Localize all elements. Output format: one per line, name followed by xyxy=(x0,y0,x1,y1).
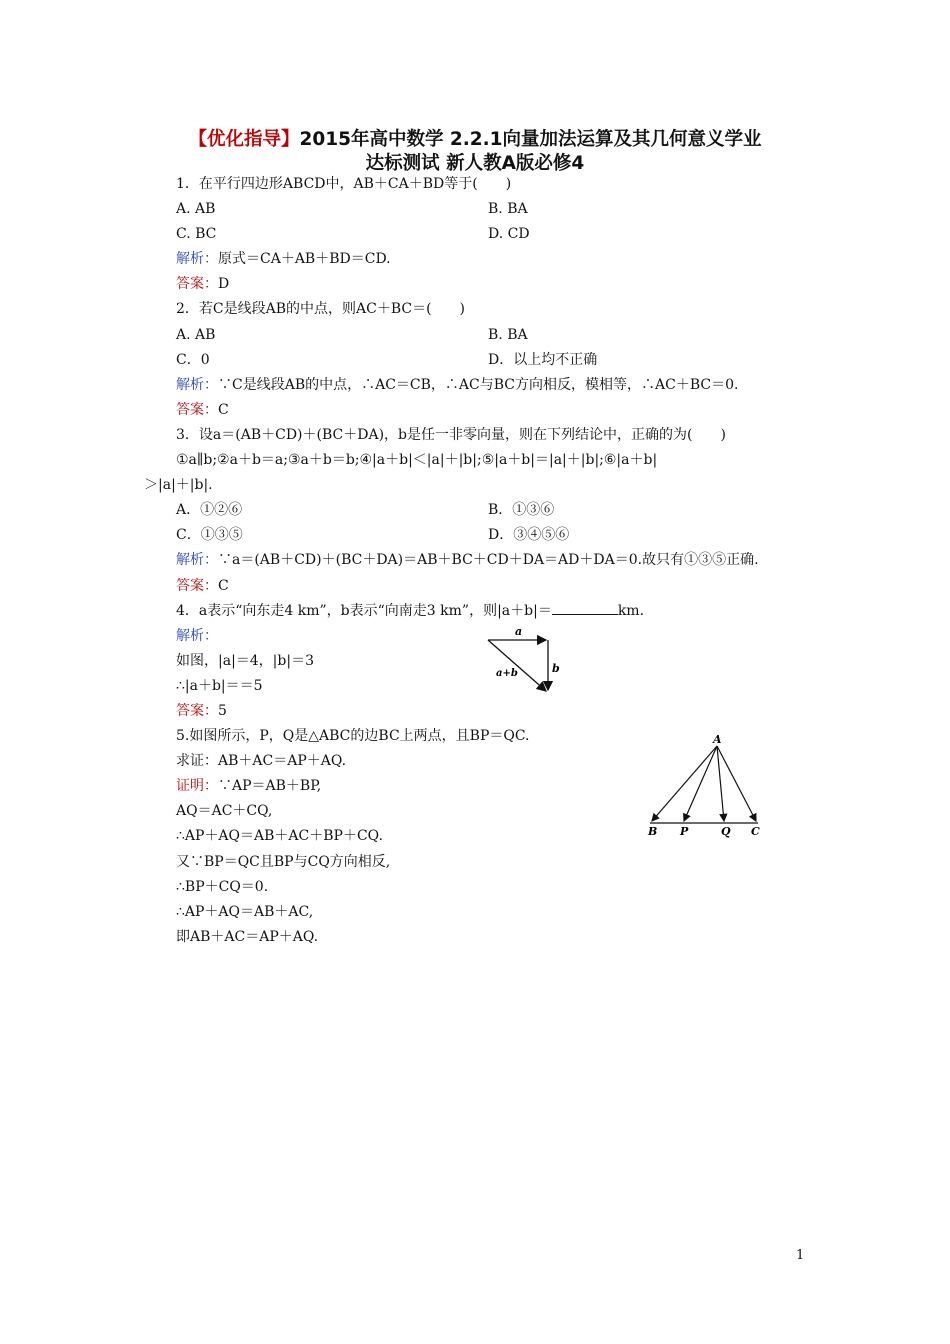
q3-analysis: 解析：∵a＝(AB＋CD)＋(BC＋DA)＝AB＋BC＋CD＋DA＝AD＋DA＝0.故只有①③⑤正确. xyxy=(176,552,759,569)
page-number: 1 xyxy=(796,1248,805,1263)
title-bracket: 【优化指导】 xyxy=(188,129,300,150)
q2-option-b: B. BA xyxy=(488,326,528,343)
q4-line-1: 如图，|a|＝4，|b|＝3 xyxy=(176,652,314,669)
q4-answer-label: 答案： xyxy=(176,702,218,719)
q3-option-d: D．③④⑤⑥ xyxy=(488,527,570,544)
q1-option-b: B. BA xyxy=(488,201,528,218)
label-a: a xyxy=(515,625,523,638)
q5-proof-4: 又∵BP＝QC且BP与CQ方向相反, xyxy=(176,853,391,870)
q2-answer-label: 答案： xyxy=(176,401,218,418)
title-line-1: 【优化指导】2015年高中数学 2.2.1向量加法运算及其几何意义学业 xyxy=(188,129,762,150)
q5-proof-6: ∴AP＋AQ＝AB＋AC, xyxy=(176,903,314,920)
q4-answer-blank xyxy=(552,600,618,615)
label-A: A xyxy=(713,733,722,746)
q5-proof-3: ∴AP＋AQ＝AB＋AC＋BP＋CQ. xyxy=(176,828,383,845)
title-line-2: 达标测试 新人教A版必修4 xyxy=(365,153,585,174)
q5-proof-1: 证明：∵AP＝AB＋BP, xyxy=(176,778,322,795)
label-P: P xyxy=(680,825,689,838)
q2-analysis: 解析：∵C是线段AB的中点，∴AC＝CB，∴AC与BC方向相反，模相等，∴AC＋BC＝0. xyxy=(176,376,739,393)
q2-stem: 2．若C是线段AB的中点，则AC＋BC＝( ) xyxy=(176,301,466,318)
q3-options-row1 xyxy=(176,498,816,523)
q1-option-a: A. AB xyxy=(176,201,216,218)
label-B: B xyxy=(648,825,658,838)
q1-options-row2 xyxy=(176,222,816,247)
q5-to-prove: 求证：AB＋AC＝AP＋AQ. xyxy=(176,753,347,770)
q4-analysis-label: 解析： xyxy=(176,627,218,644)
q2-options-row1 xyxy=(176,323,816,348)
q2-option-d: D．以上均不正确 xyxy=(488,351,598,368)
q1-analysis: 解析：原式＝CA＋AB＋BD＝CD. xyxy=(176,251,391,268)
q3-answer: 答案：C xyxy=(176,577,229,594)
q5-proof-7: 即AB＋AC＝AP＋AQ. xyxy=(176,928,319,945)
q2-option-c: C．0 xyxy=(176,351,210,368)
q3-option-a: A．①②⑥ xyxy=(176,502,243,519)
q1-stem: 1．在平行四边形ABCD中，AB＋CA＋BD等于( ) xyxy=(176,176,512,192)
q3-stem: 3．设a＝(AB＋CD)＋(BC＋DA)，b是任一非零向量，则在下列结论中，正确的为( ) xyxy=(176,426,726,443)
q3-statements-2: ＞|a|＋|b|. xyxy=(144,477,213,494)
vector-a-plus-b-arrow xyxy=(488,640,546,691)
label-a-plus-b: a+b xyxy=(496,668,518,679)
vector-AP xyxy=(684,746,717,821)
q3-option-b: B．①③⑥ xyxy=(488,502,555,519)
q2-answer: 答案：C xyxy=(176,401,229,418)
q3-option-c: C．①③⑤ xyxy=(176,527,243,544)
q5-proof-2: AQ＝AC＋CQ, xyxy=(176,803,273,820)
q2-analysis-label: 解析： xyxy=(176,376,218,393)
label-Q: Q xyxy=(721,825,731,838)
label-b: b xyxy=(552,662,560,675)
vector-AB xyxy=(652,746,717,821)
q1-analysis-label: 解析： xyxy=(176,251,218,268)
q5-triangle-figure xyxy=(640,732,770,840)
q1-answer-label: 答案： xyxy=(176,276,218,293)
q1-option-c: C. BC xyxy=(176,226,217,243)
q2-option-a: A. AB xyxy=(176,326,216,343)
q4-line-2: ∴|a＋b|＝＝5 xyxy=(176,677,263,694)
q4-answer: 答案：5 xyxy=(176,702,227,719)
q5-proof-label: 证明： xyxy=(176,778,218,795)
q4-vector-figure xyxy=(482,624,572,700)
label-C: C xyxy=(751,825,760,838)
q4-stem: 4．a表示“向东走4 km”，b表示“向南走3 km”，则|a＋b|＝ km. xyxy=(176,599,816,624)
q3-analysis-label: 解析： xyxy=(176,552,218,569)
q2-options-row2 xyxy=(176,348,816,373)
q5-stem: 5.如图所示，P，Q是△ABC的边BC上两点，且BP＝QC. xyxy=(176,728,530,745)
document-title xyxy=(0,128,950,176)
q1-option-d: D. CD xyxy=(488,226,530,243)
q3-options-row2 xyxy=(176,523,816,548)
q5-proof-5: ∴BP＋CQ＝0. xyxy=(176,878,269,895)
q3-answer-label: 答案： xyxy=(176,577,218,594)
q3-statements-1: ①a∥b;②a＋b＝a;③a＋b＝b;④|a＋b|＜|a|＋|b|;⑤|a＋b|＝|a|＋|b|;⑥|a＋b| xyxy=(176,452,658,469)
q1-answer: 答案：D xyxy=(176,276,230,293)
q1-options-row1 xyxy=(176,197,816,222)
